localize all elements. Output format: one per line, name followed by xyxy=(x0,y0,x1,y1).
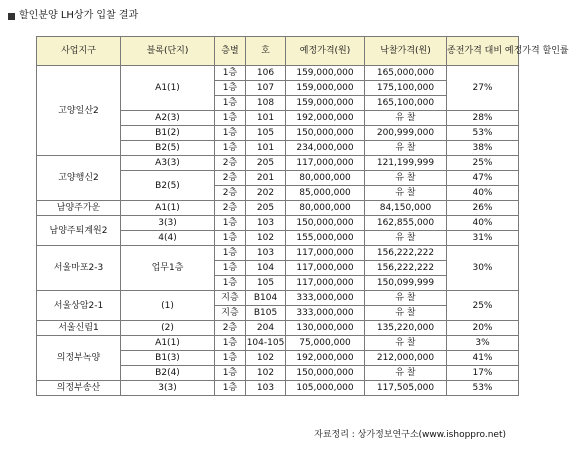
award-price-cell: 150,099,999 xyxy=(365,276,447,291)
planned-price-cell: 333,000,000 xyxy=(286,306,365,321)
table-row xyxy=(37,381,519,396)
planned-price-cell: 117,000,000 xyxy=(286,246,365,261)
floor-cell: 1층 xyxy=(215,231,246,246)
award-price-cell: 유 찰 xyxy=(365,291,447,306)
planned-price-cell: 150,000,000 xyxy=(286,366,365,381)
award-price-cell: 165,000,000 xyxy=(365,66,447,81)
discount-rate-cell: 25% xyxy=(447,291,519,321)
award-price-cell: 156,222,222 xyxy=(365,261,447,276)
discount-rate-cell: 17% xyxy=(447,366,519,381)
table-header xyxy=(37,37,569,66)
discount-rate-cell: 3% xyxy=(447,336,519,351)
table-row xyxy=(37,66,519,81)
award-price-cell: 유 찰 xyxy=(365,111,447,126)
block-cell: 3(3) xyxy=(121,381,215,396)
planned-price-cell: 192,000,000 xyxy=(286,111,365,126)
table-row xyxy=(37,291,519,306)
award-price-cell: 84,150,000 xyxy=(365,201,447,216)
results-table xyxy=(36,36,569,396)
discount-rate-cell: 40% xyxy=(447,186,519,201)
floor-cell: 1층 xyxy=(215,351,246,366)
planned-price-cell: 155,000,000 xyxy=(286,231,365,246)
floor-cell: 1층 xyxy=(215,276,246,291)
district-cell: 고양일산2 xyxy=(37,66,121,156)
award-price-cell: 유 찰 xyxy=(365,171,447,186)
planned-price-cell: 234,000,000 xyxy=(286,141,365,156)
district-cell: 남양주가운 xyxy=(37,201,121,216)
award-price-cell: 117,505,000 xyxy=(365,381,447,396)
floor-cell: 1층 xyxy=(215,81,246,96)
header-planned-price: 예정가격(원) xyxy=(286,37,365,66)
district-cell: 서울마포2-3 xyxy=(37,246,121,291)
header-district: 사업지구 xyxy=(37,37,121,66)
table-body xyxy=(37,66,519,396)
header-row xyxy=(37,37,519,66)
award-price-cell: 200,999,000 xyxy=(365,126,447,141)
table-row xyxy=(37,156,519,171)
block-cell: 업무1층 xyxy=(121,246,215,291)
discount-rate-cell: 53% xyxy=(447,126,519,141)
planned-price-cell: 333,000,000 xyxy=(286,291,365,306)
award-price-cell: 162,855,000 xyxy=(365,216,447,231)
page-title xyxy=(8,8,138,24)
results-table-wrapper xyxy=(36,36,569,396)
source-note: 자료정리 : 상가정보연구소(www.ishoppro.net) xyxy=(314,430,506,440)
block-cell: B1(2) xyxy=(121,126,215,141)
block-cell: (2) xyxy=(121,321,215,336)
block-cell: A1(1) xyxy=(121,66,215,111)
floor-cell: 1층 xyxy=(215,261,246,276)
floor-cell: 1층 xyxy=(215,381,246,396)
floor-cell: 1층 xyxy=(215,216,246,231)
unit-cell: 205 xyxy=(246,201,286,216)
discount-rate-cell: 31% xyxy=(447,231,519,246)
unit-cell: 101 xyxy=(246,111,286,126)
unit-cell: 107 xyxy=(246,81,286,96)
unit-cell: 101 xyxy=(246,141,286,156)
header-block: 블록(단지) xyxy=(121,37,215,66)
square-bullet-icon xyxy=(8,13,15,20)
award-price-cell: 유 찰 xyxy=(365,186,447,201)
floor-cell: 지층 xyxy=(215,306,246,321)
discount-rate-cell: 41% xyxy=(447,351,519,366)
unit-cell: 201 xyxy=(246,171,286,186)
unit-cell: 204 xyxy=(246,321,286,336)
floor-cell: 2층 xyxy=(215,156,246,171)
floor-cell: 1층 xyxy=(215,126,246,141)
award-price-cell: 121,199,999 xyxy=(365,156,447,171)
block-cell: B2(5) xyxy=(121,171,215,201)
table-row xyxy=(37,216,519,231)
unit-cell: 106 xyxy=(246,66,286,81)
header-award-price: 낙찰가격(원) xyxy=(365,37,447,66)
planned-price-cell: 105,000,000 xyxy=(286,381,365,396)
unit-cell: B104 xyxy=(246,291,286,306)
discount-rate-cell: 30% xyxy=(447,246,519,291)
header-unit: 호 xyxy=(246,37,286,66)
district-cell: 고양행신2 xyxy=(37,156,121,201)
award-price-cell: 156,222,222 xyxy=(365,246,447,261)
floor-cell: 1층 xyxy=(215,336,246,351)
unit-cell: 103 xyxy=(246,216,286,231)
header-floor: 층별 xyxy=(215,37,246,66)
planned-price-cell: 130,000,000 xyxy=(286,321,365,336)
block-cell: B2(5) xyxy=(121,141,215,156)
floor-cell: 1층 xyxy=(215,141,246,156)
planned-price-cell: 117,000,000 xyxy=(286,261,365,276)
award-price-cell: 165,100,000 xyxy=(365,96,447,111)
block-cell: A1(1) xyxy=(121,201,215,216)
award-price-cell: 유 찰 xyxy=(365,366,447,381)
unit-cell: 205 xyxy=(246,156,286,171)
block-cell: B1(3) xyxy=(121,351,215,366)
floor-cell: 2층 xyxy=(215,171,246,186)
unit-cell: 103 xyxy=(246,381,286,396)
discount-rate-cell: 38% xyxy=(447,141,519,156)
planned-price-cell: 159,000,000 xyxy=(286,81,365,96)
planned-price-cell: 159,000,000 xyxy=(286,96,365,111)
award-price-cell: 유 찰 xyxy=(365,306,447,321)
unit-cell: 103 xyxy=(246,246,286,261)
planned-price-cell: 80,000,000 xyxy=(286,201,365,216)
table-row xyxy=(37,201,519,216)
award-price-cell: 212,000,000 xyxy=(365,351,447,366)
district-cell: 의정부녹양 xyxy=(37,336,121,381)
planned-price-cell: 159,000,000 xyxy=(286,66,365,81)
floor-cell: 2층 xyxy=(215,321,246,336)
unit-cell: 104-105 xyxy=(246,336,286,351)
table-row xyxy=(37,336,519,351)
floor-cell: 1층 xyxy=(215,96,246,111)
floor-cell: 지층 xyxy=(215,291,246,306)
planned-price-cell: 117,000,000 xyxy=(286,276,365,291)
award-price-cell: 유 찰 xyxy=(365,336,447,351)
block-cell: 3(3) xyxy=(121,216,215,231)
award-price-cell: 유 찰 xyxy=(365,231,447,246)
floor-cell: 1층 xyxy=(215,66,246,81)
unit-cell: B105 xyxy=(246,306,286,321)
unit-cell: 102 xyxy=(246,231,286,246)
award-price-cell: 135,220,000 xyxy=(365,321,447,336)
discount-rate-cell: 47% xyxy=(447,171,519,186)
header-discount-rate: 종전가격 대비 예정가격 할인률 xyxy=(447,37,519,66)
unit-cell: 202 xyxy=(246,186,286,201)
planned-price-cell: 85,000,000 xyxy=(286,186,365,201)
floor-cell: 2층 xyxy=(215,186,246,201)
planned-price-cell: 192,000,000 xyxy=(286,351,365,366)
discount-rate-cell: 26% xyxy=(447,201,519,216)
table-row xyxy=(37,246,519,261)
block-cell: A2(3) xyxy=(121,111,215,126)
unit-cell: 105 xyxy=(246,126,286,141)
unit-cell: 102 xyxy=(246,366,286,381)
district-cell: 의정부송산 xyxy=(37,381,121,396)
award-price-cell: 유 찰 xyxy=(365,141,447,156)
block-cell: B2(4) xyxy=(121,366,215,381)
block-cell: A3(3) xyxy=(121,156,215,171)
district-cell: 서울신림1 xyxy=(37,321,121,336)
block-cell: A1(1) xyxy=(121,336,215,351)
discount-rate-cell: 25% xyxy=(447,156,519,171)
planned-price-cell: 80,000,000 xyxy=(286,171,365,186)
page-title-text: 할인분양 LH상가 입찰 결과 xyxy=(19,10,139,21)
award-price-cell: 175,100,000 xyxy=(365,81,447,96)
block-cell: 4(4) xyxy=(121,231,215,246)
floor-cell: 1층 xyxy=(215,111,246,126)
planned-price-cell: 75,000,000 xyxy=(286,336,365,351)
discount-rate-cell: 40% xyxy=(447,216,519,231)
planned-price-cell: 150,000,000 xyxy=(286,216,365,231)
unit-cell: 102 xyxy=(246,351,286,366)
discount-rate-cell: 53% xyxy=(447,381,519,396)
discount-rate-cell: 20% xyxy=(447,321,519,336)
unit-cell: 104 xyxy=(246,261,286,276)
planned-price-cell: 150,000,000 xyxy=(286,126,365,141)
floor-cell: 2층 xyxy=(215,201,246,216)
floor-cell: 1층 xyxy=(215,366,246,381)
discount-rate-cell: 28% xyxy=(447,111,519,126)
planned-price-cell: 117,000,000 xyxy=(286,156,365,171)
block-cell: (1) xyxy=(121,291,215,321)
unit-cell: 108 xyxy=(246,96,286,111)
floor-cell: 1층 xyxy=(215,246,246,261)
table-row xyxy=(37,321,519,336)
district-cell: 서울상암2-1 xyxy=(37,291,121,321)
unit-cell: 105 xyxy=(246,276,286,291)
discount-rate-cell: 27% xyxy=(447,66,519,111)
district-cell: 남양주퇴계원2 xyxy=(37,216,121,246)
